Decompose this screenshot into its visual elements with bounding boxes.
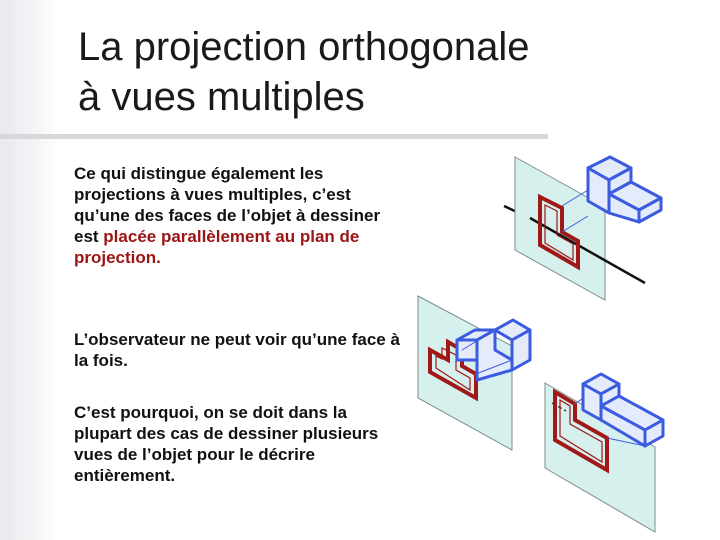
diagram-top-projection [545,374,663,532]
paragraph-one-face: L’observateur ne peut voir qu’une face à la fois. [74,330,400,370]
paragraph-1-text: Ce qui distingue également les projections à vues multiples, c’est qu’une des faces de l’objet à dessiner est [74,164,381,246]
title-line-1: La projection orthogonale [78,25,530,69]
diagram-side-projection [418,296,530,450]
title-line-2: à vues multiples [78,75,365,119]
diagram-front-projection [504,157,661,300]
paragraph-several-views: C’est pourquoi, on se doit dans la plupart des cas de dessiner plusieurs vues de l’objet pour le décrire entièrement. [74,403,379,485]
paragraph-1-highlight: placée parallèlement au plan de projection. [74,227,360,267]
